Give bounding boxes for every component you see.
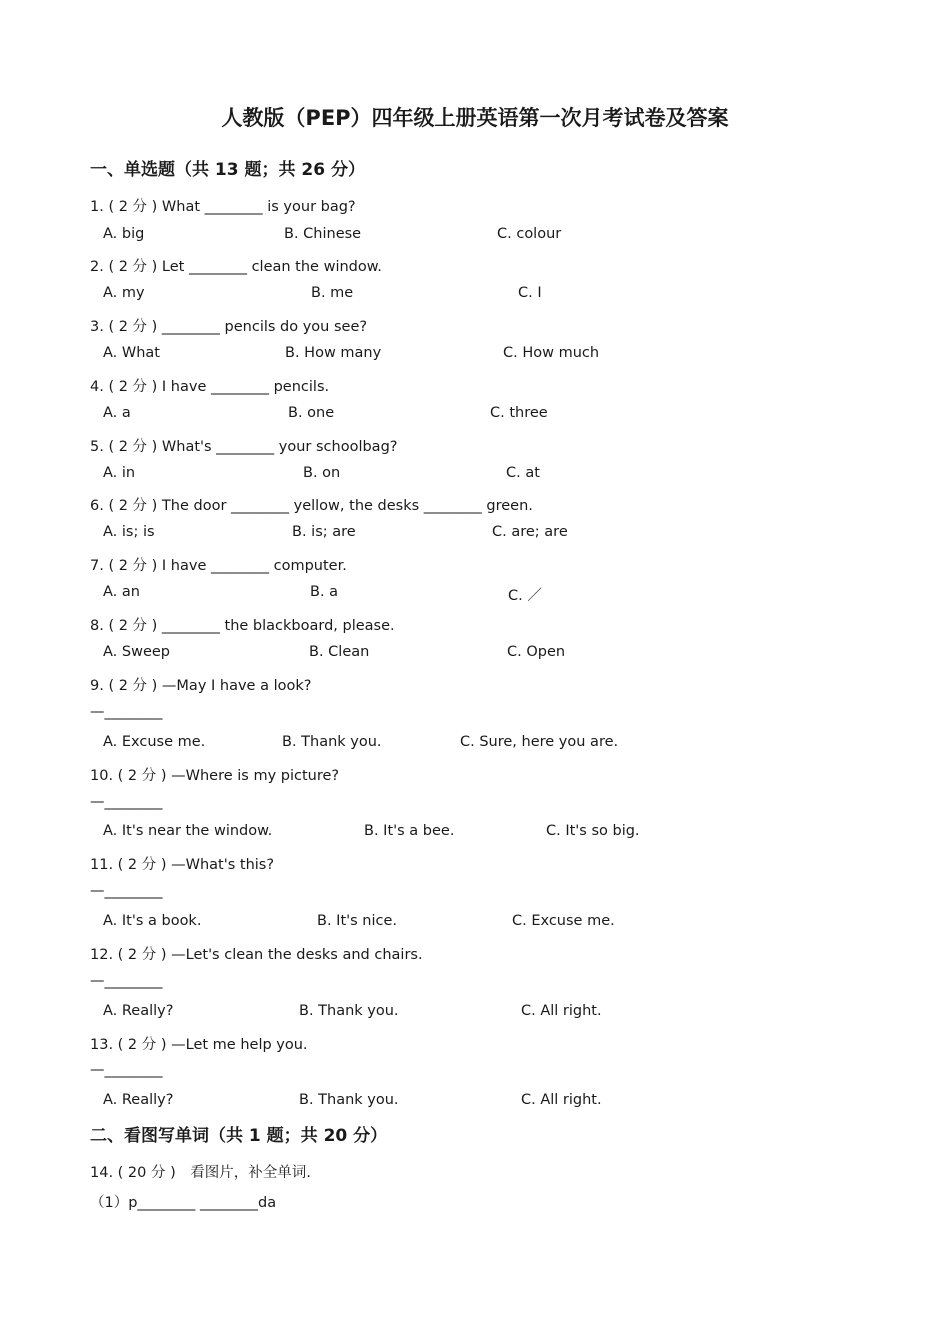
- section-heading-single-choice: 一、单选题（共 13 题；共 26 分）: [90, 160, 365, 180]
- question-stem: 9. ( 2 分 ) —May I have a look?: [90, 678, 312, 694]
- question-stem: 7. ( 2 分 ) I have ________ computer.: [90, 558, 347, 574]
- option-b: B. It's nice.: [317, 913, 397, 929]
- option-a: A. a: [103, 405, 131, 421]
- question-stem: 6. ( 2 分 ) The door ________ yellow, the desks ________ green.: [90, 498, 533, 514]
- page-title: 人教版（PEP）四年级上册英语第一次月考试卷及答案: [221, 106, 729, 130]
- question-stem: 2. ( 2 分 ) Let ________ clean the window.: [90, 259, 382, 275]
- question-stem: 13. ( 2 分 ) —Let me help you.: [90, 1037, 308, 1053]
- option-a: A. my: [103, 285, 145, 301]
- option-c: C. I: [518, 285, 542, 301]
- option-b: B. Thank you.: [282, 734, 382, 750]
- option-c: C. colour: [497, 226, 562, 242]
- option-b: B. How many: [285, 345, 382, 361]
- option-a: A. Sweep: [103, 644, 170, 660]
- option-a: A. Really?: [103, 1092, 174, 1108]
- question-stem: 8. ( 2 分 ) ________ the blackboard, please.: [90, 618, 395, 634]
- answer-blank: —________: [90, 704, 163, 720]
- option-a: A. big: [103, 226, 145, 242]
- option-a: A. Excuse me.: [103, 734, 206, 750]
- option-b: B. is; are: [292, 524, 356, 540]
- question-stem: 4. ( 2 分 ) I have ________ pencils.: [90, 379, 330, 395]
- option-c: C. All right.: [521, 1092, 602, 1108]
- option-b: B. on: [303, 465, 341, 481]
- answer-blank: —________: [90, 973, 163, 989]
- option-a: A. in: [103, 465, 136, 481]
- option-c: C. Excuse me.: [512, 913, 615, 929]
- option-c: C. It's so big.: [546, 823, 640, 839]
- fill-in-item: （1）p________ ________da: [90, 1195, 277, 1211]
- option-a: A. What: [103, 345, 160, 361]
- option-c: C. at: [506, 465, 540, 481]
- option-c: C. Sure, here you are.: [460, 734, 619, 750]
- option-c: C. three: [490, 405, 548, 421]
- option-a: A. is; is: [103, 524, 155, 540]
- option-c: C. All right.: [521, 1003, 602, 1019]
- question-stem: 12. ( 2 分 ) —Let's clean the desks and chairs.: [90, 947, 423, 963]
- option-b: B. one: [288, 405, 335, 421]
- option-a: A. It's near the window.: [103, 823, 273, 839]
- option-b: B. It's a bee.: [364, 823, 455, 839]
- answer-blank: —________: [90, 883, 163, 899]
- question-stem: 11. ( 2 分 ) —What's this?: [90, 857, 275, 873]
- option-b: B. a: [310, 584, 339, 600]
- question-stem: 1. ( 2 分 ) What ________ is your bag?: [90, 199, 356, 215]
- question-stem: 10. ( 2 分 ) —Where is my picture?: [90, 768, 340, 784]
- option-b: B. Thank you.: [299, 1003, 399, 1019]
- section-heading-picture-words: 二、看图写单词（共 1 题；共 20 分）: [90, 1126, 388, 1146]
- question-stem: 3. ( 2 分 ) ________ pencils do you see?: [90, 319, 368, 335]
- option-c: C. How much: [503, 345, 600, 361]
- answer-blank: —________: [90, 1062, 163, 1078]
- answer-blank: —________: [90, 794, 163, 810]
- question-stem: 5. ( 2 分 ) What's ________ your schoolbag?: [90, 439, 398, 455]
- question-stem: 14. ( 20 分 ) 看图片，补全单词.: [90, 1165, 311, 1181]
- option-b: B. Clean: [309, 644, 370, 660]
- option-a: A. Really?: [103, 1003, 174, 1019]
- option-c: C. are; are: [492, 524, 568, 540]
- option-b: B. Chinese: [284, 226, 362, 242]
- option-b: B. me: [311, 285, 354, 301]
- option-c: C. ／: [508, 588, 542, 604]
- option-a: A. It's a book.: [103, 913, 202, 929]
- option-b: B. Thank you.: [299, 1092, 399, 1108]
- option-a: A. an: [103, 584, 140, 600]
- option-c: C. Open: [507, 644, 566, 660]
